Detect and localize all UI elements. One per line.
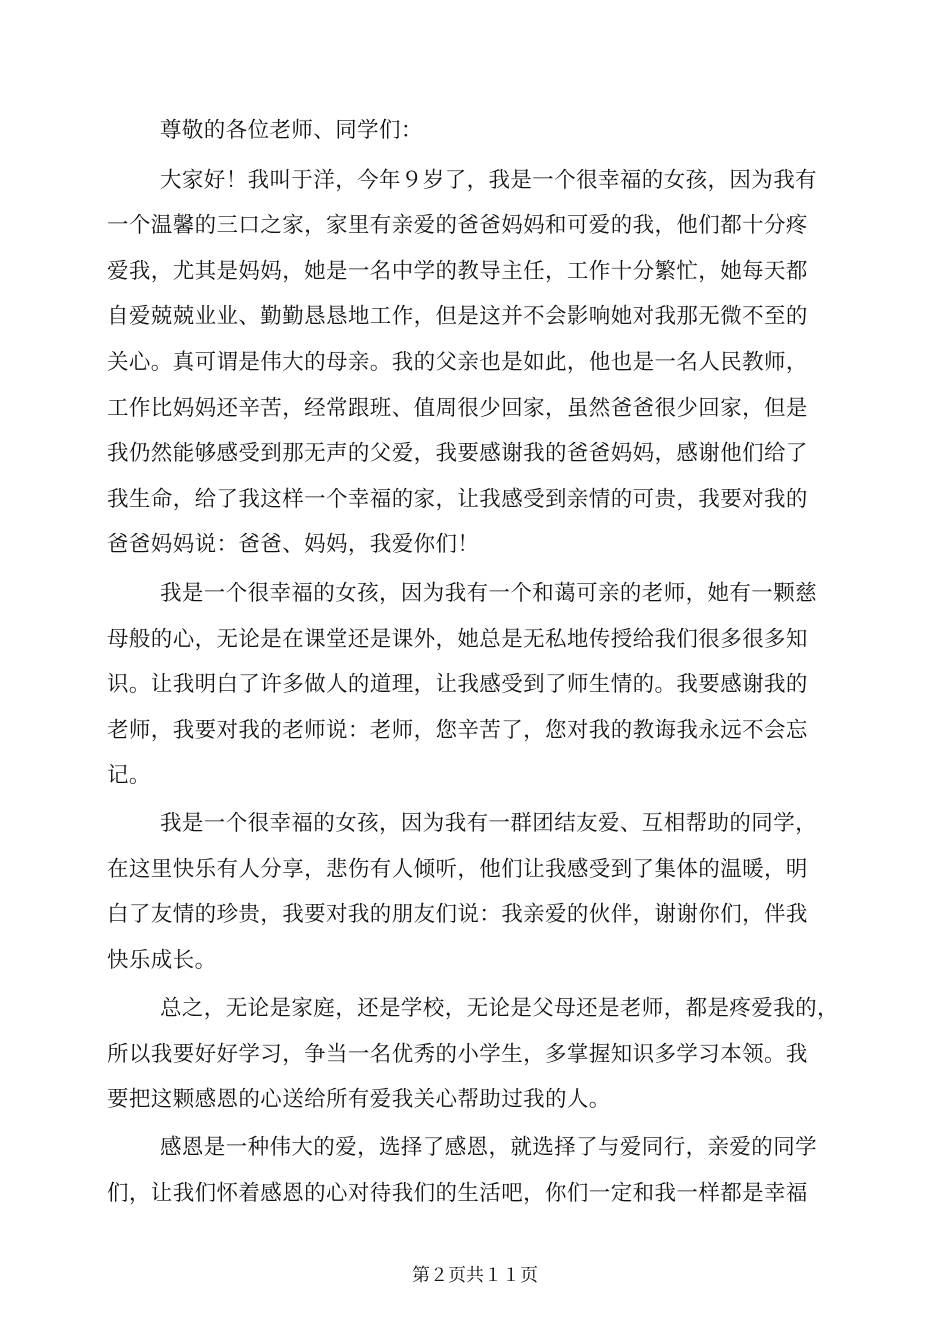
text-line: 总之，无论是家庭，还是学校，无论是父母还是老师，都是疼爱我的， (160, 996, 839, 1021)
salutation: 尊敬的各位老师、同学们： (160, 118, 423, 143)
text-line: 大家好！我叫于洋，今年９岁了，我是一个很幸福的女孩，因为我有 (160, 168, 818, 193)
text-line: 识。让我明白了许多做人的道理，让我感受到了师生情的。我要感谢我的 (107, 672, 808, 697)
text-line: 爸爸妈妈说：爸爸、妈妈，我爱你们！ (107, 532, 480, 557)
text-line: 关心。真可谓是伟大的母亲。我的父亲也是如此，他也是一名人民教师， (107, 350, 808, 375)
page-number-footer: 第２页共１１页 (412, 1265, 538, 1286)
text-line: 爱我，尤其是妈妈，她是一名中学的教导主任，工作十分繁忙，她每天都 (107, 259, 808, 284)
text-line: 老师，我要对我的老师说：老师，您辛苦了，您对我的教诲我永远不会忘 (107, 718, 808, 743)
text-line: 要把这颗感恩的心送给所有爱我关心帮助过我的人。 (107, 1087, 611, 1112)
text-line: 在这里快乐有人分享，悲伤有人倾听，他们让我感受到了集体的温暖，明 (107, 857, 808, 882)
text-line: 我仍然能够感受到那无声的父爱，我要感谢我的爸爸妈妈，感谢他们给了 (107, 441, 808, 466)
text-line: 感恩是一种伟大的爱，选择了感恩，就选择了与爱同行，亲爱的同学 (160, 1135, 818, 1160)
text-line: 所以我要好好学习，争当一名优秀的小学生，多掌握知识多学习本领。我 (107, 1042, 808, 1067)
text-line: 我生命，给了我这样一个幸福的家，让我感受到亲情的可贵，我要对我的 (107, 487, 808, 512)
text-line: 记。 (107, 763, 151, 788)
text-line: 我是一个很幸福的女孩，因为我有一群团结友爱、互相帮助的同学， (160, 811, 818, 836)
text-line: 自爱兢兢业业、勤勤恳恳地工作，但是这并不会影响她对我那无微不至的 (107, 304, 808, 329)
text-line: 快乐成长。 (107, 948, 217, 973)
text-line: 工作比妈妈还辛苦，经常跟班、值周很少回家，虽然爸爸很少回家，但是 (107, 396, 808, 421)
text-line: 我是一个很幸福的女孩，因为我有一个和蔼可亲的老师，她有一颗慈 (160, 581, 818, 606)
text-line: 白了友情的珍贵，我要对我的朋友们说：我亲爱的伙伴，谢谢你们，伴我 (107, 902, 808, 927)
text-line: 们，让我们怀着感恩的心对待我们的生活吧，你们一定和我一样都是幸福 (107, 1181, 808, 1206)
text-line: 母般的心，无论是在课堂还是课外，她总是无私地传授给我们很多很多知 (107, 627, 808, 652)
text-line: 一个温馨的三口之家，家里有亲爱的爸爸妈妈和可爱的我，他们都十分疼 (107, 213, 808, 238)
